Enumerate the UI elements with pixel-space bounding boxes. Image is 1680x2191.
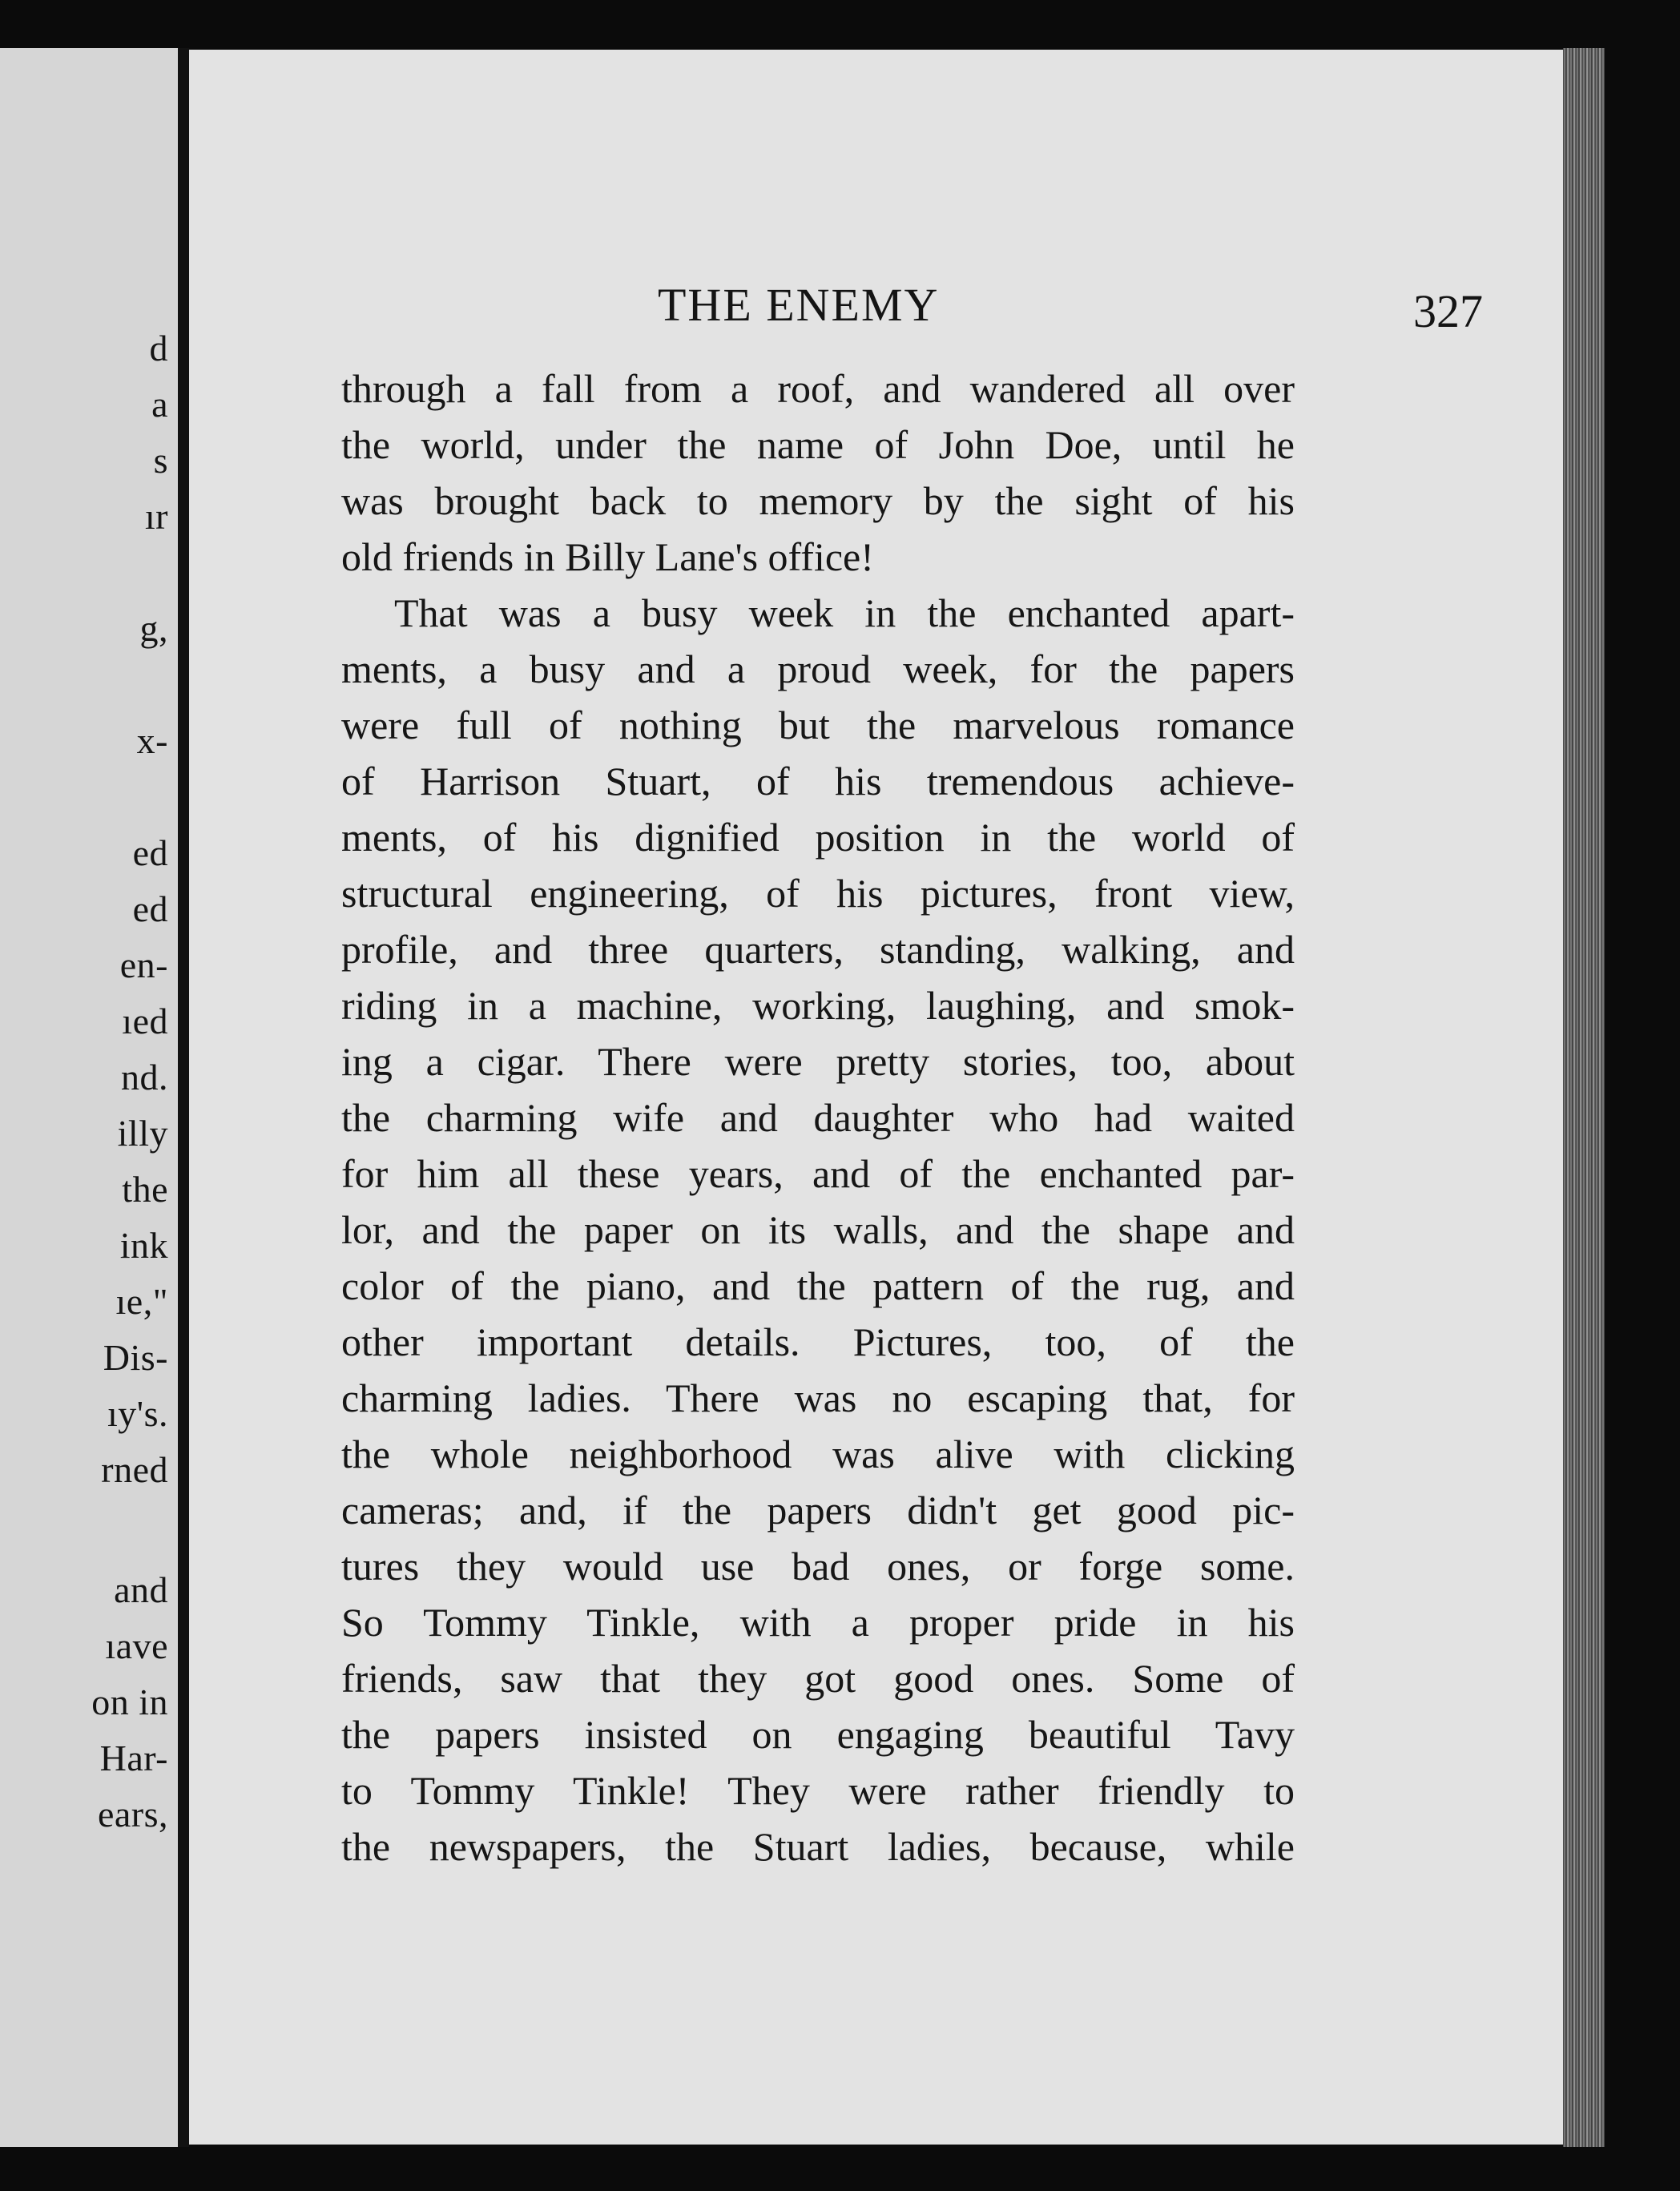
running-head-title: THE ENEMY bbox=[658, 279, 940, 331]
left-fragment: ıe," bbox=[115, 1281, 168, 1322]
left-fragment: ears, bbox=[97, 1794, 168, 1835]
left-facing-page bbox=[0, 48, 178, 2147]
text-line: through a fall from a roof, and wandered all over bbox=[341, 366, 1295, 411]
left-fragment: ıed bbox=[122, 1001, 168, 1041]
body-text bbox=[341, 360, 1295, 1875]
text-line: cameras; and, if the papers didn't get good pic- bbox=[341, 1488, 1295, 1532]
text-line: That was a busy week in the enchanted apart- bbox=[394, 590, 1295, 635]
text-line: for him all these years, and of the enchanted par- bbox=[341, 1151, 1295, 1196]
left-fragment: en- bbox=[119, 944, 168, 985]
text-line: was brought back to memory by the sight of his bbox=[341, 478, 1295, 523]
left-fragment: Dis- bbox=[103, 1337, 168, 1378]
text-line: the papers insisted on engaging beautiful Tavy bbox=[341, 1712, 1295, 1757]
text-line: to Tommy Tinkle! They were rather friendly to bbox=[341, 1768, 1295, 1813]
left-fragment: and bbox=[114, 1569, 168, 1610]
left-fragment: nd. bbox=[121, 1057, 168, 1098]
left-fragment: ink bbox=[119, 1225, 168, 1266]
text-line: were full of nothing but the marvelous romance bbox=[341, 703, 1295, 747]
right-page bbox=[189, 50, 1563, 2145]
left-fragment: d bbox=[149, 328, 168, 369]
text-line: riding in a machine, working, laughing, and smok- bbox=[341, 983, 1295, 1028]
text-line: the whole neighborhood was alive with clicking bbox=[341, 1432, 1295, 1476]
text-line: the charming wife and daughter who had waited bbox=[341, 1095, 1295, 1140]
text-line: lor, and the paper on its walls, and the shape and bbox=[341, 1207, 1295, 1252]
text-line: color of the piano, and the pattern of the rug, and bbox=[341, 1263, 1295, 1308]
left-fragment: illy bbox=[117, 1113, 168, 1154]
left-fragment: ır bbox=[144, 496, 168, 537]
left-fragment: x- bbox=[136, 720, 168, 761]
text-line: the world, under the name of John Doe, until he bbox=[341, 422, 1295, 467]
left-fragment: ed bbox=[132, 888, 168, 929]
left-fragment: ed bbox=[132, 832, 168, 873]
text-line: other important details. Pictures, too, of the bbox=[341, 1319, 1295, 1364]
left-fragment: ıave bbox=[105, 1625, 168, 1666]
text-line: ments, a busy and a proud week, for the papers bbox=[341, 646, 1295, 691]
text-line: old friends in Billy Lane's office! bbox=[341, 534, 874, 579]
text-line: of Harrison Stuart, of his tremendous achieve- bbox=[341, 759, 1295, 804]
text-line: structural engineering, of his pictures, front view, bbox=[341, 871, 1295, 916]
text-line: ments, of his dignified position in the world of bbox=[341, 815, 1295, 860]
text-line: So Tommy Tinkle, with a proper pride in his bbox=[341, 1600, 1295, 1645]
text-line: ing a cigar. There were pretty stories, too, about bbox=[341, 1039, 1295, 1084]
left-fragment: the bbox=[122, 1169, 168, 1210]
left-fragment: a bbox=[151, 384, 168, 425]
left-fragment: rned bbox=[101, 1449, 168, 1490]
page-number: 327 bbox=[1413, 285, 1483, 337]
left-fragment: g, bbox=[139, 608, 168, 649]
text-line: the newspapers, the Stuart ladies, because, while bbox=[341, 1824, 1295, 1869]
left-fragment: ıy's. bbox=[107, 1393, 168, 1434]
left-fragment: on in bbox=[91, 1682, 168, 1722]
text-line: friends, saw that they got good ones. Some of bbox=[341, 1656, 1295, 1701]
paragraph-continued bbox=[341, 360, 1295, 585]
page-edges bbox=[1563, 48, 1605, 2147]
left-fragment: Har- bbox=[99, 1738, 168, 1778]
text-line: charming ladies. There was no escaping that, for bbox=[341, 1375, 1295, 1420]
running-head bbox=[189, 278, 1563, 337]
paragraph bbox=[341, 585, 1295, 1875]
book-gutter bbox=[178, 48, 189, 2147]
text-line: profile, and three quarters, standing, walking, and bbox=[341, 927, 1295, 972]
text-line: tures they would use bad ones, or forge some. bbox=[341, 1544, 1295, 1589]
left-fragment: s bbox=[153, 440, 168, 481]
